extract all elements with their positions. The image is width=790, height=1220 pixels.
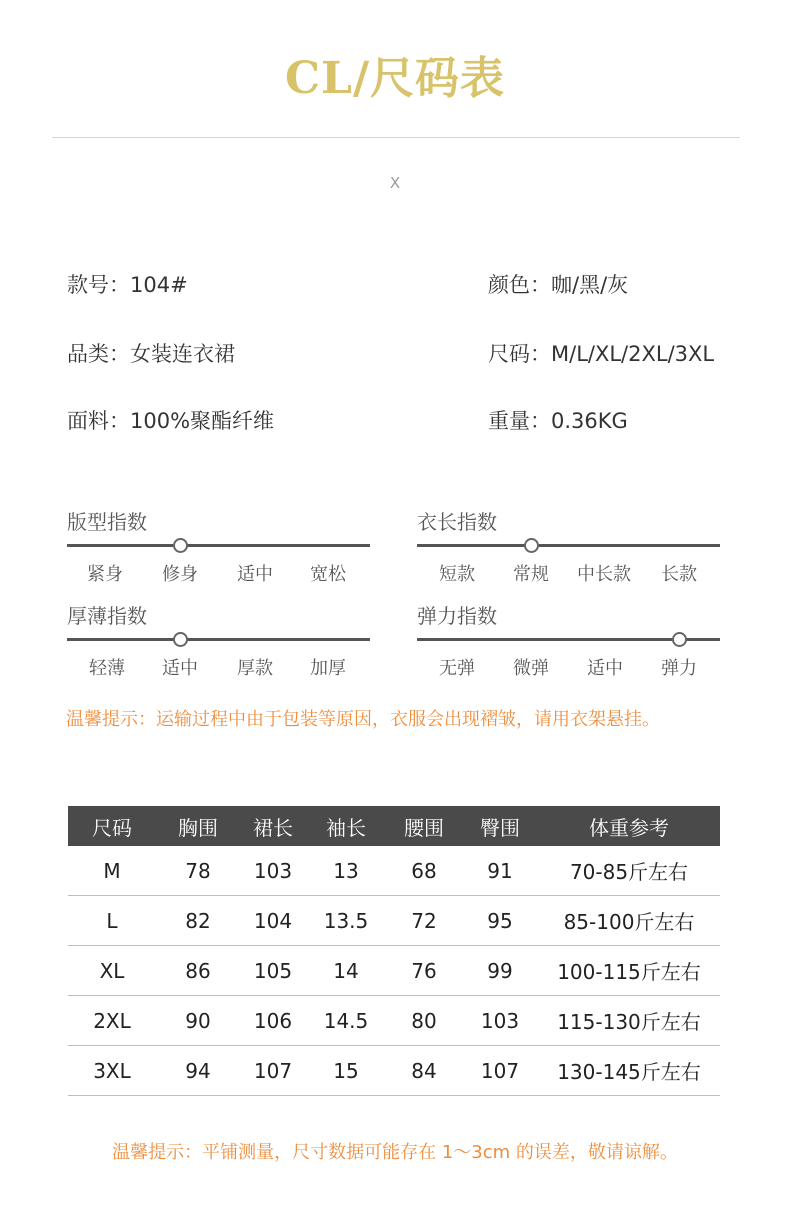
table-cell: L <box>68 896 156 946</box>
table-cell: 68 <box>386 846 462 896</box>
table-row <box>68 996 720 1046</box>
header-bust: 胸围 <box>156 806 240 846</box>
stretch-index-title: 弹力指数 <box>417 604 497 628</box>
table-row <box>68 946 720 996</box>
table-cell: 13 <box>306 846 386 896</box>
stretch-index-marker <box>672 632 687 647</box>
header-weight: 体重参考 <box>538 806 720 846</box>
table-cell: 105 <box>240 946 306 996</box>
table-cell: 14.5 <box>306 996 386 1046</box>
length-index-track <box>417 544 720 547</box>
thickness-index-label: 加厚 <box>310 658 346 679</box>
table-cell: 91 <box>462 846 538 896</box>
table-cell: 99 <box>462 946 538 996</box>
table-cell: 100-115斤左右 <box>538 946 720 996</box>
thickness-index <box>67 600 372 680</box>
table-cell: 85-100斤左右 <box>538 896 720 946</box>
header-hip: 臀围 <box>462 806 538 846</box>
stretch-index-label: 适中 <box>587 658 623 679</box>
stretch-index <box>417 600 722 680</box>
table-cell: 80 <box>386 996 462 1046</box>
table-cell: 95 <box>462 896 538 946</box>
stretch-index-label: 无弹 <box>439 658 475 679</box>
table-cell: XL <box>68 946 156 996</box>
table-cell: 84 <box>386 1046 462 1096</box>
table-cell: 15 <box>306 1046 386 1096</box>
table-cell: 90 <box>156 996 240 1046</box>
table-cell: M <box>68 846 156 896</box>
header-sleeve: 袖长 <box>306 806 386 846</box>
color-info: 颜色：咖/黑/灰 <box>488 273 629 297</box>
weight-info: 重量：0.36KG <box>488 409 628 433</box>
header-length: 裙长 <box>240 806 306 846</box>
table-cell: 103 <box>462 996 538 1046</box>
thickness-index-label: 适中 <box>162 658 198 679</box>
table-row <box>68 1046 720 1096</box>
header-size: 尺码 <box>68 806 156 846</box>
length-index-label: 中长款 <box>577 564 631 585</box>
fit-index <box>67 506 372 586</box>
table-cell: 86 <box>156 946 240 996</box>
fit-index-marker <box>173 538 188 553</box>
table-cell: 107 <box>240 1046 306 1096</box>
table-cell: 2XL <box>68 996 156 1046</box>
table-cell: 70-85斤左右 <box>538 846 720 896</box>
style-number: 款号：104# <box>67 273 188 297</box>
thickness-index-label: 轻薄 <box>89 658 125 679</box>
thickness-index-marker <box>173 632 188 647</box>
table-cell: 72 <box>386 896 462 946</box>
x-mark: X <box>389 174 401 192</box>
length-index-title: 衣长指数 <box>417 510 497 534</box>
length-index-marker <box>524 538 539 553</box>
length-index-label: 短款 <box>439 564 475 585</box>
category-info: 品类：女装连衣裙 <box>67 342 235 366</box>
table-row <box>68 896 720 946</box>
table-header-row <box>68 806 720 846</box>
table-cell: 104 <box>240 896 306 946</box>
fit-index-label: 修身 <box>162 564 198 585</box>
fit-index-label: 适中 <box>237 564 273 585</box>
stretch-index-label: 弹力 <box>661 658 697 679</box>
fabric-info: 面料：100%聚酯纤维 <box>67 409 275 433</box>
sizes-info: 尺码：M/L/XL/2XL/3XL <box>488 342 715 366</box>
shipping-tip: 温馨提示：运输过程中由于包装等原因，衣服会出现褶皱，请用衣架悬挂。 <box>66 709 660 730</box>
thickness-index-label: 厚款 <box>237 658 273 679</box>
table-cell: 78 <box>156 846 240 896</box>
table-cell: 94 <box>156 1046 240 1096</box>
table-cell: 106 <box>240 996 306 1046</box>
size-table <box>68 806 720 1096</box>
fit-index-label: 紧身 <box>87 564 123 585</box>
measure-tip: 温馨提示：平铺测量，尺寸数据可能存在 1～3cm 的误差，敬请谅解。 <box>112 1142 678 1163</box>
length-index-label: 常规 <box>513 564 549 585</box>
table-cell: 76 <box>386 946 462 996</box>
table-cell: 82 <box>156 896 240 946</box>
table-cell: 103 <box>240 846 306 896</box>
length-index <box>417 506 722 586</box>
fit-index-label: 宽松 <box>310 564 346 585</box>
table-cell: 14 <box>306 946 386 996</box>
fit-index-title: 版型指数 <box>67 510 147 534</box>
page-title: CL/尺码表 <box>284 53 506 104</box>
thickness-index-track <box>67 638 370 641</box>
table-cell: 3XL <box>68 1046 156 1096</box>
title-divider <box>52 137 740 138</box>
table-cell: 107 <box>462 1046 538 1096</box>
thickness-index-title: 厚薄指数 <box>67 604 147 628</box>
fit-index-track <box>67 544 370 547</box>
table-cell: 130-145斤左右 <box>538 1046 720 1096</box>
table-cell: 13.5 <box>306 896 386 946</box>
table-row <box>68 846 720 896</box>
stretch-index-label: 微弹 <box>513 658 549 679</box>
length-index-label: 长款 <box>661 564 697 585</box>
header-waist: 腰围 <box>386 806 462 846</box>
table-cell: 115-130斤左右 <box>538 996 720 1046</box>
